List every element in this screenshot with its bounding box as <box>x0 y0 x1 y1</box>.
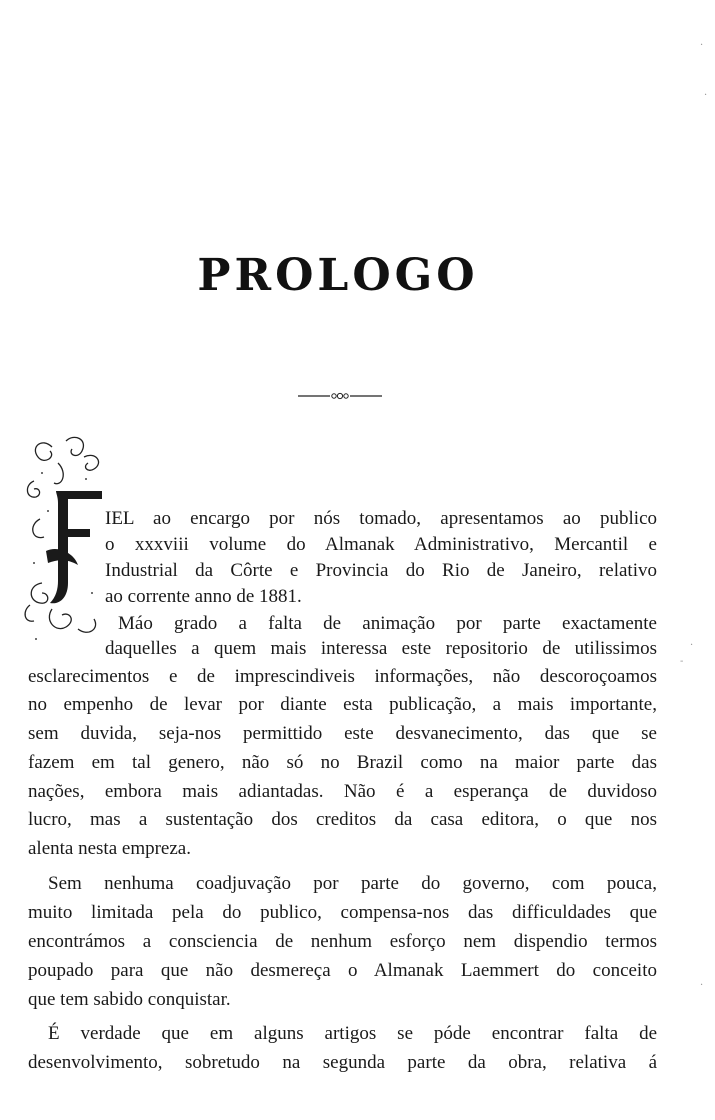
body-line-13: alenta nesta empreza. <box>28 838 191 859</box>
scan-speck: · <box>690 640 694 651</box>
body-line-20: desenvolvimento, sobretudo na segunda parte da obra, relativa á <box>28 1052 657 1073</box>
body-line-19: É verdade que em alguns artigos se póde encontrar falta de <box>48 1023 657 1044</box>
body-line-1: IEL ao encargo por nós tomado, apresentamos ao publico <box>105 508 657 529</box>
body-line-7: esclarecimentos e de imprescindiveis informações, não descoroçoamos <box>28 666 657 687</box>
body-line-6: daquelles a quem mais interessa este repositorio de utilissimos <box>105 638 657 659</box>
body-line-16: encontrámos a consciencia de nenhum esforço nem dispendio termos <box>28 931 657 952</box>
body-line-18: que tem sabido conquistar. <box>28 989 231 1010</box>
body-line-15: muito limitada pela do publico, compensa-nos das difficuldades que <box>28 902 657 923</box>
scan-speck: · <box>700 980 704 991</box>
body-line-3: Industrial da Côrte e Provincia do Rio de Janeiro, relativo <box>105 560 657 581</box>
page-title: PROLOGO <box>197 250 479 301</box>
ornamental-rule <box>298 392 382 400</box>
scan-speck: · <box>704 90 708 101</box>
body-line-12: lucro, mas a sustentação dos creditos da casa editora, o que nos <box>28 809 657 830</box>
body-line-5: Máo grado a falta de animação por parte exactamente <box>118 613 657 634</box>
scan-speck: · <box>700 40 704 51</box>
body-line-2: o xxxviii volume do Almanak Administrativo, Mercantil e <box>105 534 657 555</box>
body-line-9: sem duvida, seja-nos permittido este desvanecimento, das que se <box>28 723 657 744</box>
dropcap-f-ornament <box>22 433 104 655</box>
body-line-10: fazem em tal genero, não só no Brazil como na maior parte das <box>28 752 657 773</box>
body-line-11: nações, embora mais adiantadas. Não é a esperança de duvidoso <box>28 781 657 802</box>
body-line-8: no empenho de levar por diante esta publicação, a mais importante, <box>28 694 657 715</box>
scan-speck: - <box>680 656 684 667</box>
body-line-14: Sem nenhuma coadjuvação por parte do governo, com pouca, <box>48 873 657 894</box>
body-line-4: ao corrente anno de 1881. <box>105 586 302 607</box>
body-line-17: poupado para que não desmereça o Almanak Laemmert do conceito <box>28 960 657 981</box>
